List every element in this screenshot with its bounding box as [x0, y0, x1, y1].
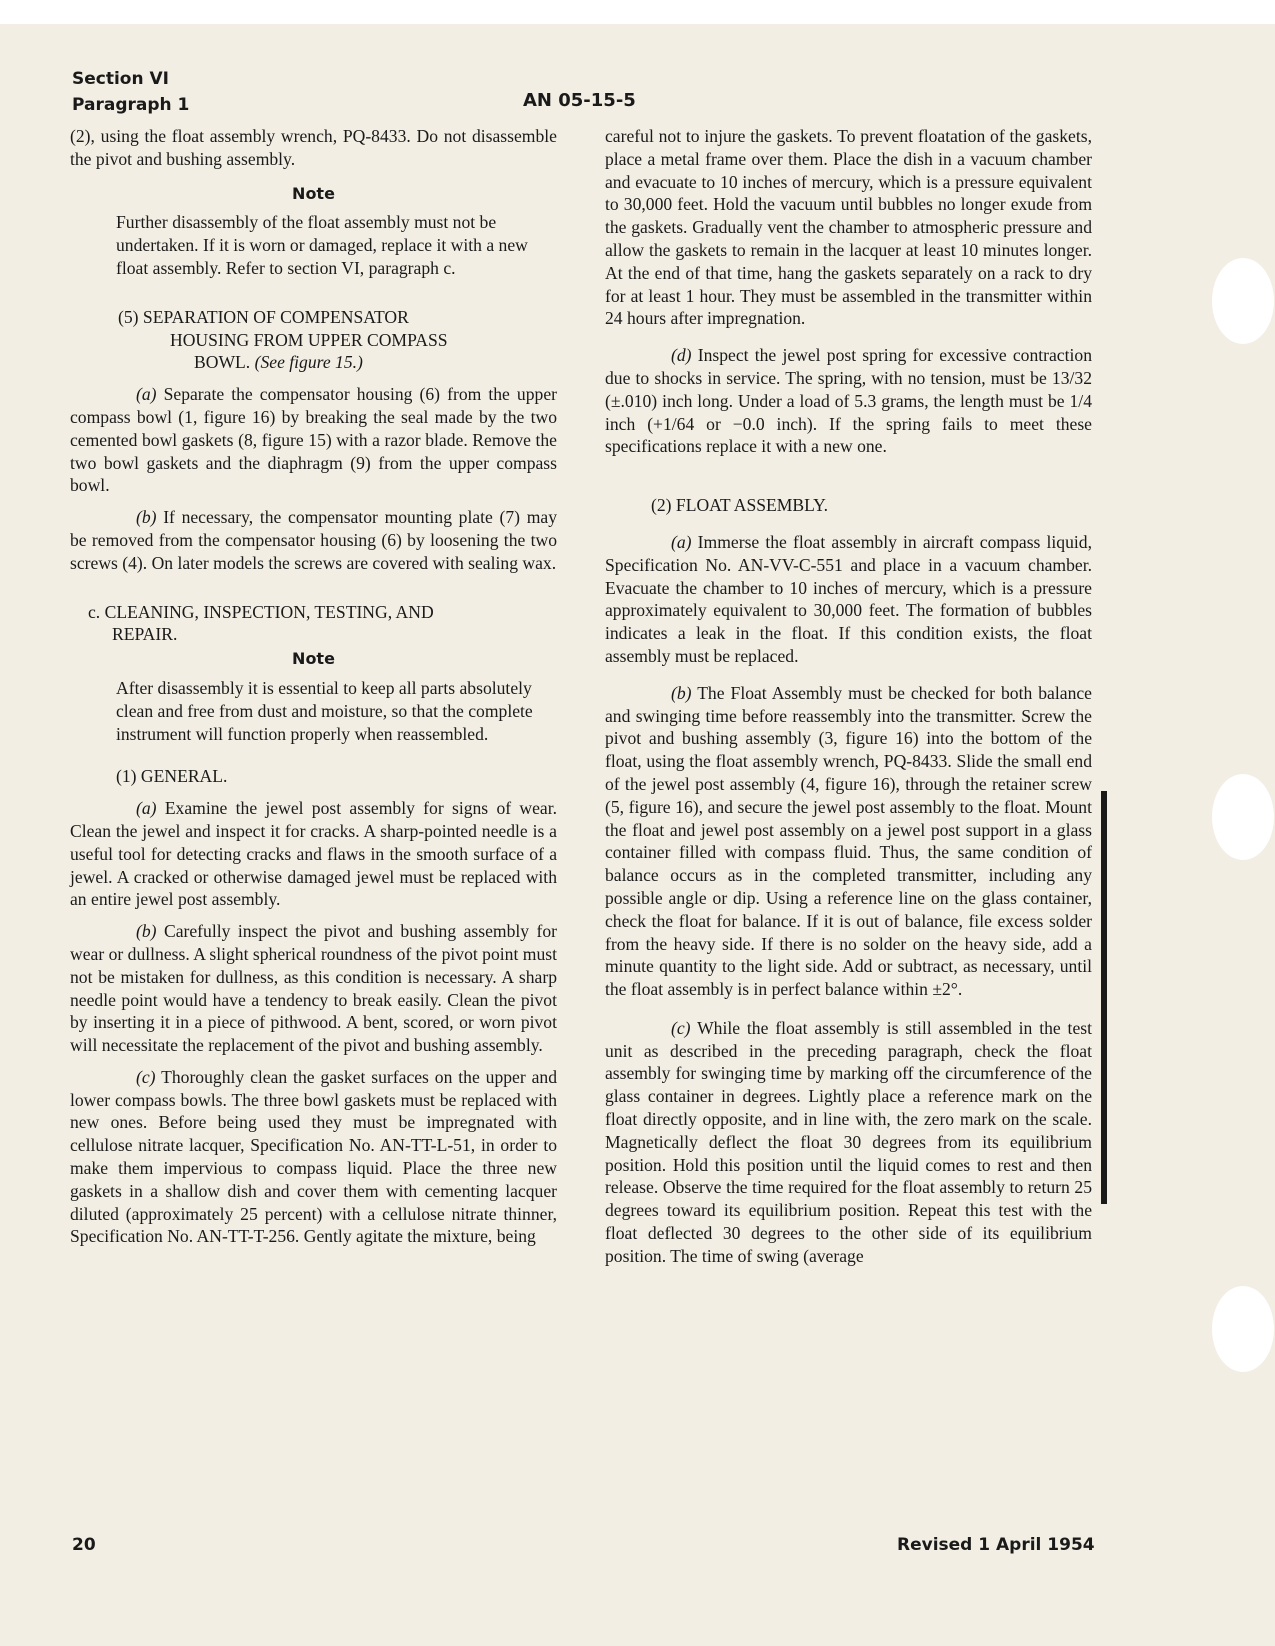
paragraph-1d: (d) Inspect the jewel post spring for excessive contraction due to shocks in service. The spring, with no tension, must be 13/32 (±.010) inch long. Under a load of 5.3 grams, the length must be 1/4 inch (+1/64 or −0.0 inch). If the spring fails to meet these specifications replace it with a new one.	[605, 345, 1092, 457]
heading-float-assembly: (2) FLOAT ASSEMBLY.	[651, 495, 828, 516]
right-column	[605, 125, 1092, 1268]
note-title: Note	[292, 649, 335, 669]
paragraph-5b: (b) If necessary, the compensator mounting plate (7) may be removed from the compensator housing (6) by loosening the two screws (4). On later models the screws are covered with sealing wax.	[70, 507, 557, 573]
heading-line-2: HOUSING FROM UPPER COMPASS	[170, 329, 448, 350]
heading-line-2: REPAIR.	[112, 624, 178, 645]
heading-line-1: SEPARATION OF COMPENSATOR	[142, 306, 409, 327]
paragraph-1c: (c) Thoroughly clean the gasket surfaces on the upper and lower compass bowls. The three bowl gaskets must be replaced with new ones. Before being used they must be impregnated with cellulose nitrate lacquer, Specification No. AN-TT-L-51, in order to make them impervious to compass liquid. Place the three new gaskets in a shallow dish and cover them with cementing lacquer diluted (approximately 25 percent) with a cellulose nitrate thinner, Specification No. AN-TT-T-256. Gently agitate the mixture, being	[70, 1066, 557, 1247]
punch-hole-top	[1212, 258, 1274, 344]
torn-top-edge	[0, 0, 1275, 24]
section-label: Section VI	[72, 69, 169, 89]
paragraph-1a: (a) Examine the jewel post assembly for signs of wear. Clean the jewel and inspect it for cracks. A sharp-pointed needle is a useful tool for detecting cracks and flaws in the smooth surface of a jewel. A cracked or otherwise damaged jewel must be replaced with an entire jewel post assembly.	[70, 798, 557, 910]
document-number: AN 05-15-5	[523, 90, 636, 111]
paragraph-2a: (a) Immerse the float assembly in aircraft compass liquid, Specification No. AN-VV-C-551 and place in a vacuum chamber. Evacuate the chamber to 10 inches of mercury, which is a pressure approximately equivalent to 30,000 feet. The formation of bubbles indicates a leak in the float. If this condition exists, the float assembly must be replaced.	[605, 531, 1092, 666]
note-title: Note	[292, 183, 335, 203]
heading-cleaning	[70, 601, 557, 647]
paragraph-continuation: (2), using the float assembly wrench, PQ-8433. Do not disassemble the pivot and bushing assembly.	[70, 126, 557, 169]
note-body: After disassembly it is essential to keep all parts absolutely clean and free from dust and moisture, so that the complete instrument will function properly when reassembled.	[116, 677, 533, 744]
paragraph-label: Paragraph 1	[72, 95, 190, 115]
heading-number: (5)	[118, 306, 139, 327]
heading-separation	[70, 306, 557, 374]
note-body: Further disassembly of the float assembly must not be undertaken. If it is worn or damaged, replace it with a new float assembly. Refer to section VI, paragraph c.	[116, 212, 528, 278]
figure-reference: (See figure 15.)	[254, 352, 363, 373]
punch-hole-bottom	[1212, 1286, 1274, 1372]
paragraph-5a: (a) Separate the compensator housing (6) from the upper compass bowl (1, figure 16) by breaking the seal made by the two cemented bowl gaskets (8, figure 15) with a razor blade. Remove the two bowl gaskets and the diaphragm (9) from the upper compass bowl.	[70, 384, 557, 496]
revision-date: Revised 1 April 1954	[897, 1535, 1095, 1555]
paragraph-1b: (b) Carefully inspect the pivot and bushing assembly for wear or dullness. A slight spherical roundness of the pivot point must not be mistaken for dullness, as this condition is necessary. A sharp needle point would have a tendency to break easily. Clean the pivot by inserting it in a piece of pithwood. A bent, scored, or worn pivot will necessitate the replacement of the pivot and bushing assembly.	[70, 921, 557, 1056]
paragraph-continuation: careful not to injure the gaskets. To prevent floatation of the gaskets, place a metal frame over them. Place the dish in a vacuum chamber and evacuate to 10 inches of mercury, which is a pressure equivalent to 30,000 feet. Hold the vacuum until bubbles no longer exude from the gaskets. Gradually vent the chamber to atmospheric pressure and allow the gaskets to remain in the lacquer at least 10 minutes longer. At the end of that time, hang the gaskets separately on a rack to dry for at least 1 hour. They must be assembled in the transmitter within 24 hours after impregnation.	[605, 126, 1092, 329]
heading-line-3: BOWL.	[194, 352, 251, 373]
left-column	[70, 125, 557, 1248]
heading-general: (1) GENERAL.	[116, 766, 228, 787]
page-header-left	[72, 66, 189, 118]
punch-hole-middle	[1212, 774, 1274, 860]
paragraph-2c: (c) While the float assembly is still assembled in the test unit as described in the preceding paragraph, check the float assembly for swinging time by marking off the circumference of the glass container in degrees. Lightly place a reference mark on the float directly opposite, and in line with, the zero mark on the scale. Magnetically deflect the float 30 degrees from its equilibrium position. Hold this position until the liquid comes to rest and then release. Observe the time required for the float assembly to return 25 degrees toward its equilibrium position. Repeat this test with the float deflected 30 degrees to the other side of its equilibrium position. The time of swing (average	[605, 1017, 1092, 1266]
heading-line-1: c. CLEANING, INSPECTION, TESTING, AND	[88, 601, 434, 622]
paragraph-2b: (b) The Float Assembly must be checked for both balance and swinging time before reassembly into the transmitter. Screw the pivot and bushing assembly (3, figure 16) into the bottom of the float, using the float assembly wrench, PQ-8433. Slide the small end of the jewel post assembly (4, figure 16), through the retainer screw (5, figure 16), and secure the jewel post assembly to the float. Mount the float and jewel post assembly on a jewel post support in a glass container filled with compass fluid. Thus, the same condition of balance occurs as in the completed transmitter, including any possible angle or dip. Using a reference line on the glass container, check the float for balance. If it is out of balance, file excess solder from the heavy side. If there is no solder on the heavy side, add a minute quantity to the light side. Add or subtract, as necessary, until the float assembly is in perfect balance within ±2°.	[605, 682, 1092, 1000]
page-number: 20	[72, 1535, 96, 1555]
revision-change-bar	[1101, 791, 1107, 1204]
